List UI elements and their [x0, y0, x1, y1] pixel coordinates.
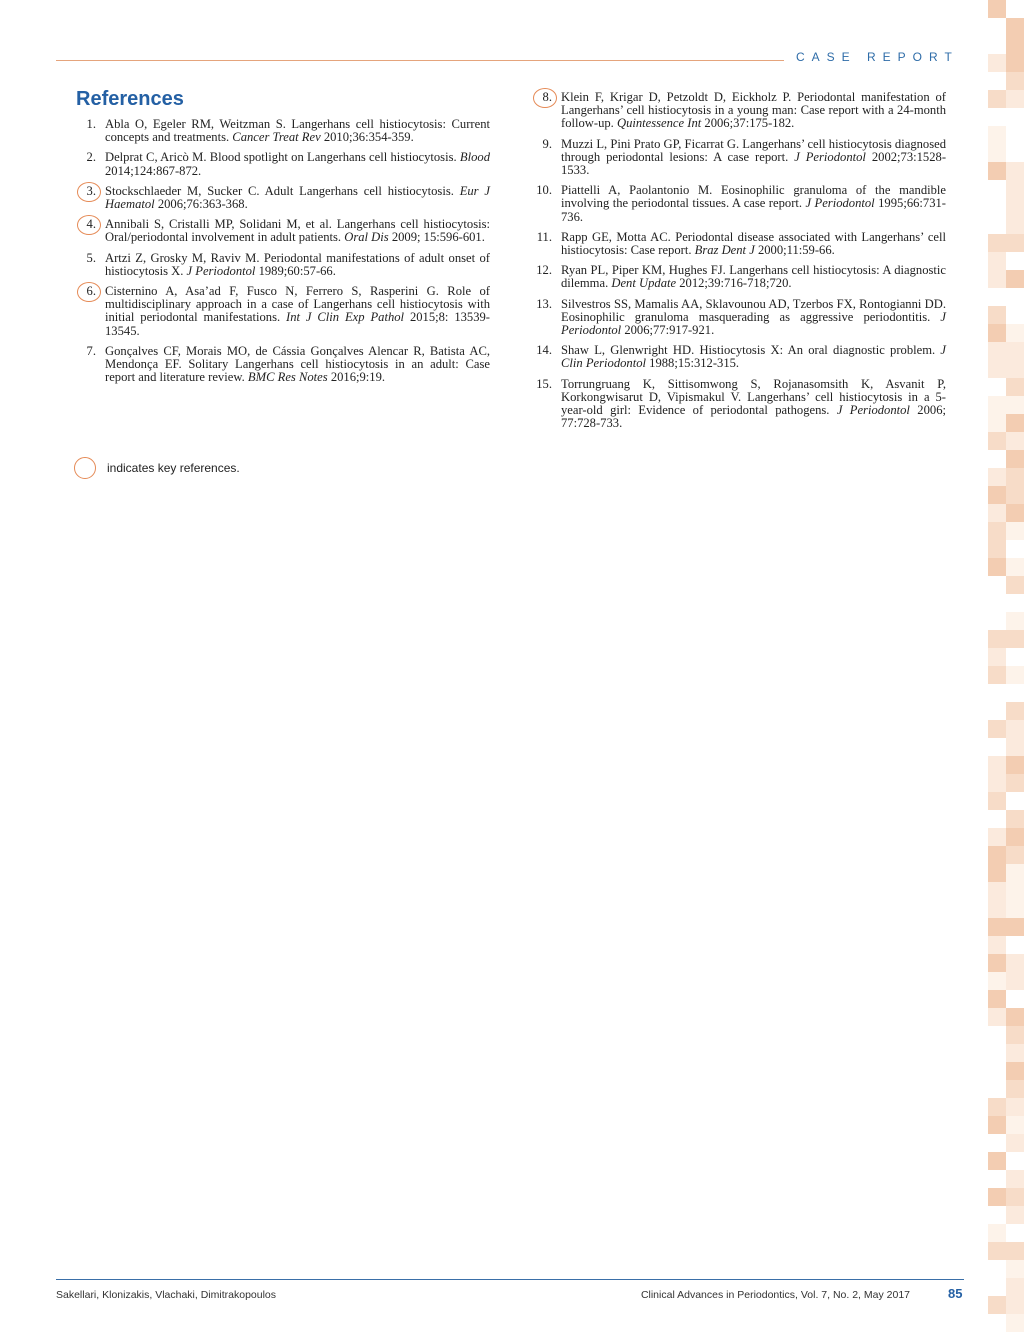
reference-text: Klein F, Krigar D, Petzoldt D, Eickholz P. Periodontal manifestation of Langerhans’ cell histiocytosis in a young man: Case report with a 24-month follow-up.	[561, 90, 946, 131]
mosaic-tile	[1006, 324, 1024, 342]
reference-journal: Cancer Treat Rev	[232, 130, 321, 145]
mosaic-tile	[988, 1152, 1006, 1170]
mosaic-tile	[1006, 1116, 1024, 1134]
mosaic-tile	[1006, 486, 1024, 504]
reference-number: 1.	[86, 117, 96, 131]
mosaic-tile	[988, 234, 1006, 252]
key-reference-number: 8.	[526, 91, 552, 104]
page-number: 85	[948, 1286, 963, 1301]
mosaic-tile	[1006, 972, 1024, 990]
mosaic-tile	[988, 630, 1006, 648]
mosaic-tile	[988, 504, 1006, 522]
reference-item	[76, 345, 490, 385]
mosaic-tile	[988, 342, 1006, 360]
reference-text: 1988;15:312-315.	[646, 356, 740, 371]
reference-text: 2014;124:867-872.	[105, 163, 202, 178]
mosaic-tile	[988, 882, 1006, 900]
reference-text: Ryan PL, Piper KM, Hughes FJ. Langerhans cell histiocytosis: A diagnostic dilemma.	[561, 263, 946, 291]
mosaic-tile	[988, 720, 1006, 738]
mosaic-tile	[1006, 954, 1024, 972]
mosaic-tile	[1006, 414, 1024, 432]
mosaic-tile	[1006, 1242, 1024, 1260]
footer-journal-citation: Clinical Advances in Periodontics, Vol. 7, No. 2, May 2017	[640, 1289, 910, 1301]
reference-text: 2002;73:1528-1533.	[561, 149, 947, 178]
mosaic-tile	[988, 306, 1006, 324]
mosaic-tile	[1006, 72, 1024, 90]
mosaic-tile	[988, 252, 1006, 270]
reference-text: Torrungruang K, Sittisomwong S, Rojanasomsith K, Asvanit P, Korkongwisarut D, Vipismakul V. Langerhans’ cell histiocytosis in a 5-year-old girl: Evidence of periodontal pathogens.	[561, 376, 946, 418]
mosaic-tile	[988, 360, 1006, 378]
reference-journal: Eur J Haematol	[105, 183, 490, 212]
circle-marker-icon	[74, 457, 96, 479]
reference-text: Cisternino A, Asa’ad F, Fusco N, Ferrero S, Rasperini G. Role of multidisciplinary approach in a case of Langerhans cell histiocytosis with initial periodontal manifestations.	[105, 284, 490, 325]
reference-journal: Quintessence Int	[616, 116, 702, 131]
mosaic-tile	[988, 1242, 1006, 1260]
mosaic-tile	[988, 522, 1006, 540]
reference-journal: J Periodontol	[794, 149, 866, 164]
reference-text: 2006;77:917-921.	[621, 323, 715, 338]
mosaic-tile	[988, 1116, 1006, 1134]
mosaic-tile	[988, 90, 1006, 108]
mosaic-tile	[1006, 828, 1024, 846]
mosaic-tile	[988, 1296, 1006, 1314]
mosaic-tile	[988, 144, 1006, 162]
mosaic-tile	[1006, 1062, 1024, 1080]
mosaic-tile	[988, 486, 1006, 504]
mosaic-tile	[1006, 810, 1024, 828]
mosaic-tile	[988, 1098, 1006, 1116]
mosaic-tile	[988, 666, 1006, 684]
reference-text: Annibali S, Cristalli MP, Solidani M, et al. Langerhans cell histiocytosis: Oral/periodontal involvement in adult patients.	[105, 217, 490, 245]
mosaic-tile	[988, 396, 1006, 414]
mosaic-tile	[1006, 1314, 1024, 1332]
reference-number: 11.	[536, 229, 552, 244]
reference-text: 1989;60:57-66.	[255, 263, 336, 278]
mosaic-tile	[988, 972, 1006, 990]
mosaic-tile	[1006, 1098, 1024, 1116]
mosaic-tile	[1006, 180, 1024, 198]
mosaic-tile	[1006, 612, 1024, 630]
mosaic-tile	[988, 126, 1006, 144]
reference-text: 2015;8: 13539-13545.	[105, 310, 490, 338]
reference-item	[76, 252, 490, 278]
mosaic-tile	[1006, 558, 1024, 576]
mosaic-tile	[1006, 342, 1024, 360]
key-reference-number: 3.	[76, 185, 96, 198]
reference-item	[526, 264, 946, 290]
mosaic-tile	[1006, 702, 1024, 720]
mosaic-tile	[988, 162, 1006, 180]
mosaic-tile	[1006, 378, 1024, 396]
reference-journal: J Periodontol	[561, 309, 946, 338]
mosaic-tile	[1006, 36, 1024, 54]
mosaic-tile	[988, 468, 1006, 486]
reference-text: 2010;36:354-359.	[320, 130, 414, 145]
references-heading: References	[76, 88, 184, 110]
mosaic-tile	[1006, 450, 1024, 468]
mosaic-tile	[1006, 54, 1024, 72]
reference-text: Abla O, Egeler RM, Weitzman S. Langerhans cell histiocytosis: Current concepts and treatments.	[105, 117, 490, 145]
mosaic-tile	[1006, 1170, 1024, 1188]
footer-rule	[56, 1279, 964, 1280]
mosaic-tile	[988, 54, 1006, 72]
mosaic-tile	[1006, 18, 1024, 36]
reference-journal: Int J Clin Exp Pathol	[286, 310, 405, 325]
legend-text: indicates key references.	[107, 461, 240, 475]
mosaic-tile	[988, 270, 1006, 288]
reference-journal: Oral Dis	[344, 230, 389, 245]
reference-item	[76, 285, 490, 338]
reference-number: 10.	[536, 183, 552, 198]
mosaic-tile	[1006, 162, 1024, 180]
reference-journal: BMC Res Notes	[247, 370, 328, 385]
mosaic-tile	[1006, 522, 1024, 540]
mosaic-tile	[1006, 1026, 1024, 1044]
mosaic-tile	[1006, 756, 1024, 774]
reference-item	[526, 298, 946, 338]
reference-text: 2009; 15:596-601.	[388, 230, 485, 245]
mosaic-tile	[1006, 1008, 1024, 1026]
reference-text: Shaw L, Glenwright HD. Histiocytosis X: An oral diagnostic problem.	[561, 343, 941, 358]
mosaic-tile	[1006, 576, 1024, 594]
reference-item	[76, 185, 490, 211]
mosaic-tile	[988, 918, 1006, 936]
reference-text: 2016;9:19.	[327, 370, 386, 385]
reference-item	[76, 151, 490, 177]
decorative-mosaic-border	[988, 0, 1024, 1325]
footer-authors: Sakellari, Klonizakis, Vlachaki, Dimitrakopoulos	[56, 1289, 277, 1301]
mosaic-tile	[1006, 234, 1024, 252]
reference-text: 2006; 77:728-733.	[561, 403, 946, 431]
mosaic-tile	[1006, 360, 1024, 378]
reference-item	[76, 118, 490, 144]
header-rule	[56, 60, 784, 61]
references-right-column	[526, 91, 946, 437]
reference-number: 12.	[536, 263, 552, 278]
reference-journal: J Periodontol	[186, 263, 256, 278]
reference-number: 9.	[542, 136, 552, 151]
mosaic-tile	[988, 1224, 1006, 1242]
mosaic-tile	[1006, 900, 1024, 918]
reference-text: Gonçalves CF, Morais MO, de Cássia Gonçalves Alencar R, Batista AC, Mendonça EF. Solitary Langerhans cell histiocytosis in an adult: Case report and literature review.	[105, 343, 490, 385]
mosaic-tile	[988, 864, 1006, 882]
mosaic-tile	[988, 558, 1006, 576]
mosaic-tile	[988, 1188, 1006, 1206]
reference-text: Stockschlaeder M, Sucker C. Adult Langerhans cell histiocytosis.	[105, 183, 460, 198]
reference-journal: Blood	[459, 150, 490, 165]
reference-text: Delprat C, Aricò M. Blood spotlight on Langerhans cell histiocytosis.	[105, 150, 460, 165]
mosaic-tile	[988, 792, 1006, 810]
reference-journal: J Periodontol	[805, 196, 875, 211]
reference-text: 1995;66:731-736.	[561, 196, 946, 224]
reference-number: 5.	[86, 250, 96, 265]
reference-text: Piattelli A, Paolantonio M. Eosinophilic granuloma of the mandible involving the periodontal tissues. A case report.	[561, 183, 946, 211]
reference-item	[76, 218, 490, 244]
mosaic-tile	[1006, 1080, 1024, 1098]
mosaic-tile	[1006, 1134, 1024, 1152]
mosaic-tile	[1006, 1296, 1024, 1314]
mosaic-tile	[1006, 1188, 1024, 1206]
mosaic-tile	[988, 990, 1006, 1008]
key-reference-number: 6.	[76, 285, 96, 298]
mosaic-tile	[988, 900, 1006, 918]
reference-journal: Braz Dent J	[694, 243, 755, 258]
mosaic-tile	[988, 828, 1006, 846]
mosaic-tile	[1006, 90, 1024, 108]
key-reference-number: 4.	[76, 218, 96, 231]
mosaic-tile	[1006, 918, 1024, 936]
references-left-column	[76, 118, 490, 391]
mosaic-tile	[1006, 1260, 1024, 1278]
mosaic-tile	[988, 0, 1006, 18]
mosaic-tile	[1006, 738, 1024, 756]
mosaic-tile	[988, 846, 1006, 864]
mosaic-tile	[988, 774, 1006, 792]
mosaic-tile	[1006, 396, 1024, 414]
reference-item	[526, 344, 946, 370]
reference-number: 2.	[86, 150, 96, 165]
mosaic-tile	[988, 324, 1006, 342]
reference-text: 2012;39:716-718;720.	[676, 276, 792, 291]
mosaic-tile	[1006, 774, 1024, 792]
mosaic-tile	[988, 648, 1006, 666]
reference-text: Muzzi L, Pini Prato GP, Ficarrat G. Langerhans’ cell histiocytosis diagnosed through periodontal lesions: A case report.	[561, 136, 946, 164]
reference-text: 2006;76:363-368.	[154, 197, 248, 212]
reference-text: 2006;37:175-182.	[701, 116, 795, 131]
reference-text: Silvestros SS, Mamalis AA, Sklavounou AD, Tzerbos FX, Rontogianni DD. Eosinophilic granuloma masquerading as aggressive periodontitis.	[561, 296, 946, 324]
reference-number: 7.	[86, 343, 96, 358]
section-label: CASE REPORT	[796, 50, 959, 64]
mosaic-tile	[1006, 882, 1024, 900]
reference-text: Artzi Z, Grosky M, Raviv M. Periodontal manifestations of adult onset of histiocytosis X.	[105, 250, 490, 278]
reference-journal: J Periodontol	[836, 403, 910, 418]
mosaic-tile	[1006, 630, 1024, 648]
mosaic-tile	[1006, 198, 1024, 216]
mosaic-tile	[988, 936, 1006, 954]
reference-number: 14.	[536, 343, 552, 358]
mosaic-tile	[1006, 270, 1024, 288]
reference-text: 2000;11:59-66.	[754, 243, 835, 258]
mosaic-tile	[1006, 504, 1024, 522]
mosaic-tile	[1006, 1206, 1024, 1224]
reference-number: 13.	[536, 296, 552, 311]
reference-item	[526, 138, 946, 178]
reference-item	[526, 378, 946, 431]
mosaic-tile	[988, 756, 1006, 774]
mosaic-tile	[1006, 468, 1024, 486]
reference-item	[526, 91, 946, 131]
mosaic-tile	[1006, 720, 1024, 738]
mosaic-tile	[988, 432, 1006, 450]
mosaic-tile	[1006, 864, 1024, 882]
mosaic-tile	[988, 414, 1006, 432]
mosaic-tile	[1006, 846, 1024, 864]
reference-item	[526, 184, 946, 224]
reference-item	[526, 231, 946, 257]
mosaic-tile	[1006, 1278, 1024, 1296]
mosaic-tile	[1006, 666, 1024, 684]
reference-journal: J Clin Periodontol	[561, 343, 946, 371]
mosaic-tile	[988, 540, 1006, 558]
mosaic-tile	[1006, 1044, 1024, 1062]
reference-journal: Dent Update	[611, 276, 677, 291]
reference-text: Rapp GE, Motta AC. Periodontal disease associated with Langerhans’ cell histiocytosis: Case report.	[561, 229, 946, 258]
mosaic-tile	[988, 1008, 1006, 1026]
mosaic-tile	[1006, 432, 1024, 450]
reference-number: 15.	[536, 376, 552, 391]
mosaic-tile	[1006, 216, 1024, 234]
mosaic-tile	[988, 954, 1006, 972]
